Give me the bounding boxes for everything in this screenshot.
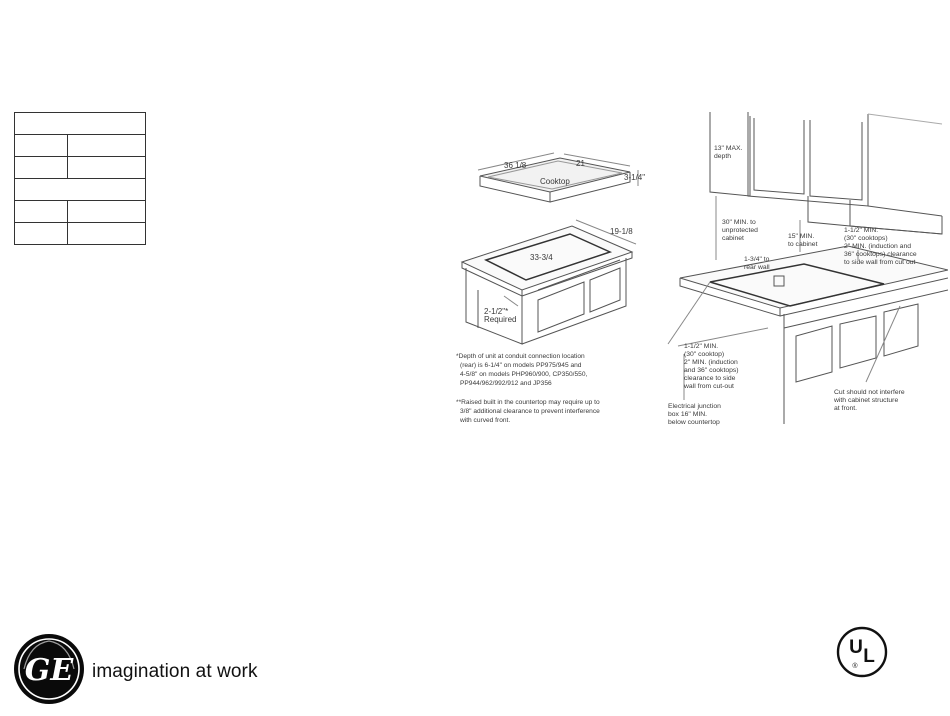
table-cell	[68, 223, 146, 245]
table-cell	[15, 113, 146, 135]
dim-cutout-depth: 19-1/8	[610, 227, 633, 236]
table-row	[15, 201, 146, 223]
label-front-clearance: (30" cooktop)	[684, 351, 725, 358]
table-cell	[15, 179, 146, 201]
label-side-clearance: 2" MIN. (induction and	[844, 243, 912, 250]
tagline: imagination at work	[92, 661, 258, 682]
table-cell	[15, 157, 68, 179]
table-row	[15, 135, 146, 157]
dim-cooktop-width: 36 1/8	[504, 161, 527, 170]
note-line: with curved front.	[460, 417, 511, 424]
wall-cabinet-illustration	[710, 112, 942, 260]
label-min-cabinet: to cabinet	[788, 241, 818, 248]
table-cell	[68, 157, 146, 179]
ge-logo	[12, 632, 86, 706]
label-front-clearance: wall from cut-out	[684, 383, 734, 390]
table-cell	[15, 223, 68, 245]
ge-monogram: GE	[24, 653, 74, 688]
label-min-cabinet: 15" MIN.	[788, 233, 815, 240]
label-min-unprotected: cabinet	[722, 235, 744, 242]
registered-mark: ®	[852, 663, 858, 670]
ul-certification-icon	[836, 626, 888, 678]
cooktop-label: Cooktop	[540, 177, 570, 186]
label-side-clearance: to side wall from cut out	[844, 259, 916, 266]
table-cell	[68, 135, 146, 157]
label-side-clearance: 36" cooktops) clearance	[844, 251, 917, 258]
note-line: **Raised built in the countertop may require up to	[456, 399, 600, 406]
label-front-clearance: clearance to side	[684, 375, 736, 382]
countertop-illustration	[668, 246, 948, 424]
table-row	[15, 157, 146, 179]
table-cell	[68, 201, 146, 223]
table-row	[15, 179, 146, 201]
label-max-depth: 13" MAX.	[714, 145, 743, 152]
label-rear-wall: rear wall	[744, 264, 770, 271]
ul-letter-l: L	[863, 646, 875, 667]
dim-cutout-width: 33-3/4	[530, 253, 553, 262]
installation-drawing	[448, 100, 948, 436]
label-cutout-note: Cut should not interfere	[834, 389, 905, 396]
required-label: Required	[484, 315, 517, 324]
ul-letter-u: U	[849, 637, 863, 658]
cooktop-notes	[456, 353, 600, 424]
label-cutout-note: with cabinet structure	[834, 397, 899, 404]
dim-cooktop-depth: 21	[576, 159, 585, 168]
label-junction: box 16" MIN.	[668, 411, 708, 418]
label-side-clearance: (30" cooktops)	[844, 235, 888, 242]
label-junction: below countertop	[668, 419, 720, 426]
table-cell	[15, 135, 68, 157]
note-line: PP944/962/992/912 and JP356	[460, 380, 552, 387]
label-front-clearance: and 36" cooktops)	[684, 367, 739, 374]
label-max-depth: depth	[714, 153, 732, 160]
label-junction: Electrical junction	[668, 403, 721, 410]
label-min-unprotected: unprotected	[722, 227, 758, 234]
table-cell	[15, 201, 68, 223]
label-cutout-note: at front.	[834, 405, 858, 412]
spec-table	[14, 112, 146, 245]
dim-cutout-front: 2-1/2"*	[484, 307, 509, 316]
label-min-unprotected: 30" MIN. to	[722, 219, 756, 226]
label-rear-wall: 1-3/4" to	[744, 256, 770, 263]
label-front-clearance: 1-1/2" MIN.	[684, 343, 719, 350]
label-side-clearance: 1-1/2" MIN.	[844, 227, 879, 234]
dim-cooktop-height: 3-1/4"	[624, 173, 646, 182]
label-front-clearance: 2" MIN. (induction	[684, 359, 738, 366]
note-line: (rear) is 6-1/4" on models PP975/945 and	[460, 362, 582, 369]
table-row	[15, 113, 146, 135]
note-line: *Depth of unit at conduit connection location	[456, 353, 585, 360]
note-line: 3/8" additional clearance to prevent interference	[460, 408, 600, 415]
table-row	[15, 223, 146, 245]
base-cabinet-illustration	[462, 220, 636, 344]
note-line: 4-5/8" on models PHP960/900, CP350/550,	[460, 371, 588, 378]
